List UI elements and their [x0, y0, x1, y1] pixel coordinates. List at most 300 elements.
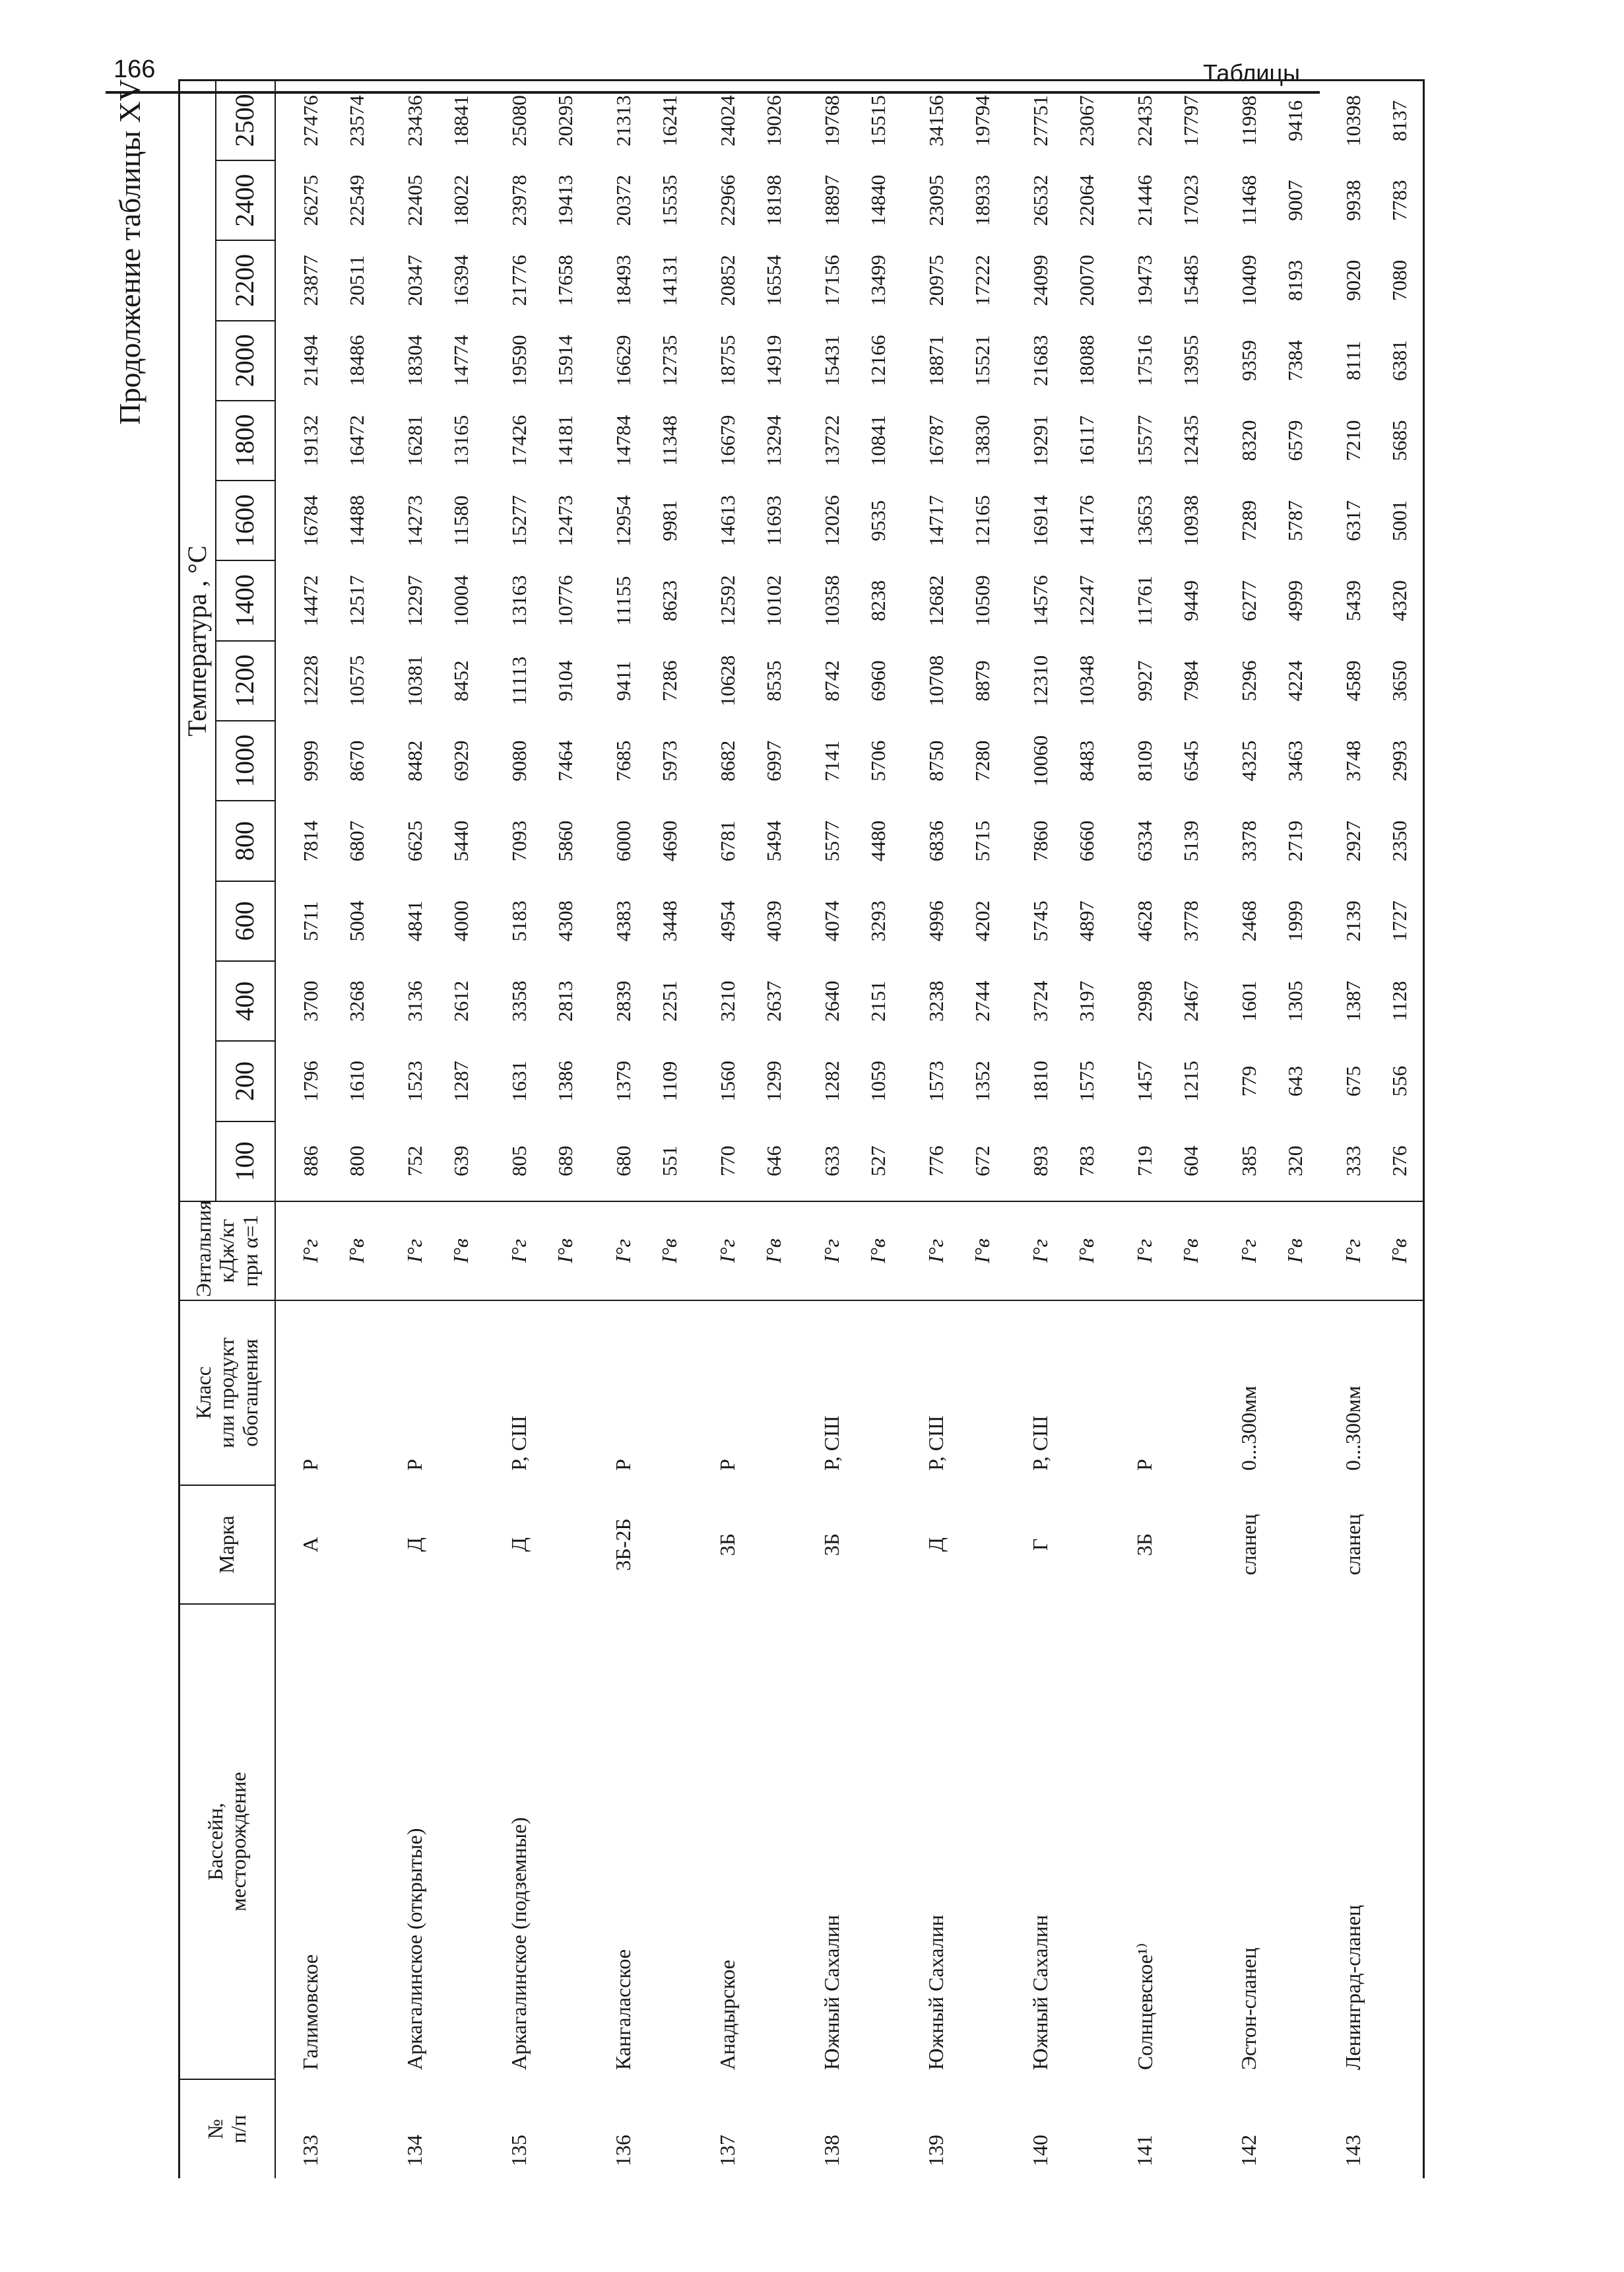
enthalpy-value: 1999 — [1283, 900, 1307, 942]
enthalpy-value: 3748 — [1341, 740, 1365, 782]
enthalpy-value: 689 — [553, 1145, 577, 1177]
enthalpy-value: 5296 — [1237, 660, 1260, 702]
coal-grade-empty — [438, 1485, 484, 1604]
enthalpy-value: 15914 — [553, 335, 577, 386]
enthalpy-gas-label: I°г — [380, 1201, 438, 1300]
enthalpy-value: 776 — [924, 1145, 948, 1177]
coal-grade: Д — [924, 1537, 948, 1552]
enthalpy-value: 20295 — [542, 81, 589, 160]
temperature-header-100: 100 — [216, 1121, 275, 1201]
enthalpy-value: 5745 — [1028, 900, 1052, 942]
enthalpy-value: 893 — [1028, 1145, 1052, 1177]
col-header-basin-line1: Бассейн, — [203, 1803, 227, 1881]
enthalpy-value: 6929 — [449, 740, 472, 782]
enthalpy-value: 12517 — [344, 575, 368, 626]
enthalpy-value: 11761 — [1132, 575, 1156, 626]
enthalpy-value: 1810 — [1028, 1061, 1052, 1102]
table-row — [751, 81, 797, 2179]
enthalpy-value: 5001 — [1377, 481, 1424, 560]
enthalpy-value: 5973 — [657, 740, 681, 782]
enthalpy-value: 4690 — [657, 820, 681, 862]
enthalpy-value: 6277 — [1237, 580, 1260, 622]
enthalpy-value: 23067 — [1064, 81, 1110, 160]
table-caption: Продолжение таблицы XV — [113, 79, 146, 425]
enthalpy-air-label: I°в — [438, 1201, 484, 1300]
enthalpy-value: 9416 — [1272, 81, 1318, 160]
enthalpy-value: 15485 — [1179, 255, 1202, 306]
enthalpy-value: 7093 — [507, 820, 531, 862]
coal-grade: 3Б — [1132, 1533, 1157, 1556]
enthalpy-value: 3778 — [1179, 900, 1202, 942]
coal-grade: Д — [507, 1537, 531, 1552]
enthalpy-value: 8682 — [715, 740, 739, 782]
enthalpy-value: 2813 — [553, 980, 577, 1022]
enthalpy-value: 34156 — [901, 81, 959, 160]
basin-name-empty — [542, 1604, 589, 2079]
enthalpy-value: 5139 — [1179, 820, 1202, 862]
col-header-temperature: Температура , °С — [179, 81, 216, 1202]
basin-name-empty — [438, 1604, 484, 2079]
enthalpy-value: 4383 — [611, 900, 635, 942]
enthalpy-value: 9020 — [1341, 259, 1365, 301]
enthalpy-value: 15577 — [1132, 415, 1156, 467]
enthalpy-value: 15535 — [657, 174, 681, 226]
enthalpy-value: 26532 — [1028, 174, 1052, 226]
enthalpy-value: 5440 — [449, 820, 472, 862]
enthalpy-value: 22966 — [715, 174, 739, 226]
coal-class: Р — [715, 1459, 740, 1471]
temperature-header-1400: 1400 — [216, 561, 275, 641]
enthalpy-value: 7685 — [611, 740, 635, 782]
enthalpy-air-label: I°в — [334, 1201, 380, 1300]
enthalpy-value: 3463 — [1283, 740, 1307, 782]
coal-grade-empty — [1064, 1485, 1110, 1604]
coal-class-empty — [1168, 1300, 1214, 1485]
row-number: 143 — [1341, 2135, 1365, 2166]
enthalpy-value: 13163 — [507, 575, 531, 626]
coal-grade: сланец — [1237, 1514, 1261, 1576]
row-number: 136 — [611, 2135, 635, 2166]
enthalpy-value: 7210 — [1341, 420, 1365, 461]
col-header-num-line1: № — [203, 2119, 227, 2139]
enthalpy-air-label: I°в — [647, 1201, 693, 1300]
enthalpy-value: 9007 — [1283, 180, 1307, 221]
enthalpy-gas-label: I°г — [901, 1201, 959, 1300]
coal-grade-empty — [334, 1485, 380, 1604]
enthalpy-value: 1457 — [1132, 1061, 1156, 1102]
enthalpy-value: 8742 — [820, 660, 843, 702]
enthalpy-value: 12592 — [715, 575, 739, 626]
enthalpy-value: 6579 — [1283, 420, 1307, 461]
enthalpy-value: 7286 — [657, 660, 681, 702]
temperature-header-400: 400 — [216, 961, 275, 1041]
enthalpy-value: 7860 — [1028, 820, 1052, 862]
enthalpy-value: 4320 — [1377, 561, 1424, 641]
enthalpy-value: 1573 — [924, 1061, 948, 1102]
enthalpy-value: 12165 — [970, 495, 994, 547]
temperature-header-2200: 2200 — [216, 240, 275, 320]
enthalpy-value: 800 — [344, 1145, 368, 1177]
enthalpy-value: 14576 — [1028, 575, 1052, 626]
row-number-empty — [751, 2079, 797, 2178]
enthalpy-value: 17516 — [1132, 335, 1156, 386]
enthalpy-value: 13294 — [762, 415, 785, 467]
enthalpy-value: 4480 — [866, 820, 890, 862]
table-row — [484, 81, 542, 2179]
coal-class: 0...300мм — [1237, 1386, 1261, 1471]
enthalpy-value: 9104 — [553, 660, 577, 702]
table-row — [589, 81, 647, 2179]
enthalpy-value: 779 — [1237, 1065, 1260, 1097]
enthalpy-value: 6381 — [1377, 321, 1424, 401]
enthalpy-gas-label: I°г — [1110, 1201, 1168, 1300]
enthalpy-value: 15431 — [820, 335, 843, 386]
enthalpy-value: 10381 — [403, 655, 426, 707]
enthalpy-value: 675 — [1341, 1065, 1365, 1097]
table-row — [275, 81, 334, 2179]
enthalpy-value: 9927 — [1132, 660, 1156, 702]
enthalpy-value: 12228 — [298, 655, 322, 707]
coal-class-empty — [1272, 1300, 1318, 1485]
enthalpy-value: 4999 — [1283, 580, 1307, 622]
enthalpy-value: 527 — [866, 1145, 890, 1177]
enthalpy-value: 12954 — [611, 495, 635, 547]
enthalpy-value: 18022 — [449, 174, 472, 226]
enthalpy-value: 6836 — [924, 820, 948, 862]
enthalpy-value: 12026 — [820, 495, 843, 547]
enthalpy-value: 680 — [611, 1145, 635, 1177]
enthalpy-value: 13830 — [970, 415, 994, 467]
enthalpy-value: 19132 — [298, 415, 322, 467]
table-row — [1272, 81, 1318, 2179]
enthalpy-value: 672 — [970, 1145, 994, 1177]
enthalpy-value: 2251 — [657, 980, 681, 1022]
temperature-header-2500: 2500 — [216, 81, 275, 160]
enthalpy-value: 6997 — [762, 740, 785, 782]
enthalpy-value: 10628 — [715, 655, 739, 707]
enthalpy-gas-label: I°г — [1214, 1201, 1272, 1300]
enthalpy-value: 14131 — [657, 255, 681, 306]
enthalpy-value: 8320 — [1237, 420, 1260, 461]
enthalpy-value: 17222 — [970, 255, 994, 306]
coal-grade-empty — [647, 1485, 693, 1604]
enthalpy-value: 3197 — [1074, 980, 1098, 1022]
enthalpy-value: 8535 — [762, 660, 785, 702]
row-number-empty — [855, 2079, 901, 2178]
col-header-enthalpy-line1: Энтальпия — [191, 1200, 215, 1297]
basin-name-empty — [334, 1604, 380, 2079]
enthalpy-value: 16554 — [762, 255, 785, 306]
coal-class-empty — [1377, 1300, 1424, 1485]
enthalpy-value: 320 — [1283, 1145, 1307, 1177]
row-number: 138 — [820, 2135, 844, 2166]
enthalpy-value: 15521 — [970, 335, 994, 386]
enthalpy-value: 8482 — [403, 740, 426, 782]
temperature-header-2000: 2000 — [216, 321, 275, 401]
enthalpy-value: 17797 — [1168, 81, 1214, 160]
enthalpy-value: 23877 — [298, 255, 322, 306]
enthalpy-value: 17426 — [507, 415, 531, 467]
row-number-empty — [1168, 2079, 1214, 2178]
enthalpy-value: 2719 — [1283, 820, 1307, 862]
temperature-header-2400: 2400 — [216, 160, 275, 240]
enthalpy-value: 11468 — [1237, 175, 1260, 226]
table-body — [275, 81, 1424, 2179]
row-number-empty — [542, 2079, 589, 2178]
enthalpy-value: 556 — [1377, 1041, 1424, 1121]
enthalpy-air-label: I°в — [1377, 1201, 1424, 1300]
enthalpy-value: 783 — [1074, 1145, 1098, 1177]
enthalpy-value: 8879 — [970, 660, 994, 702]
enthalpy-value: 12297 — [403, 575, 426, 626]
enthalpy-value: 14717 — [924, 495, 948, 547]
enthalpy-value: 1523 — [403, 1061, 426, 1102]
coal-grade-empty — [1168, 1485, 1214, 1604]
table-row — [693, 81, 751, 2179]
enthalpy-value: 10776 — [553, 575, 577, 626]
enthalpy-value: 26275 — [298, 174, 322, 226]
coal-class-empty — [647, 1300, 693, 1485]
enthalpy-value: 1601 — [1237, 980, 1260, 1022]
enthalpy-value: 21446 — [1132, 174, 1156, 226]
enthalpy-value: 5706 — [866, 740, 890, 782]
enthalpy-value: 2640 — [820, 980, 843, 1022]
enthalpy-value: 17658 — [553, 255, 577, 306]
enthalpy-value: 19794 — [959, 81, 1006, 160]
enthalpy-value: 9535 — [866, 500, 890, 541]
row-number: 139 — [924, 2135, 948, 2166]
enthalpy-value: 5494 — [762, 820, 785, 862]
col-header-basin — [179, 1604, 275, 2079]
enthalpy-value: 6317 — [1341, 500, 1365, 541]
enthalpy-value: 14613 — [715, 495, 739, 547]
basin-name: Эстон-сланец — [1237, 1947, 1261, 2070]
basin-name: Анадырское — [715, 1960, 740, 2070]
enthalpy-value: 9449 — [1179, 580, 1202, 622]
coal-class: Р — [611, 1459, 635, 1471]
enthalpy-value: 8109 — [1132, 740, 1156, 782]
page-number: 166 — [114, 55, 156, 83]
coal-grade-empty — [1272, 1485, 1318, 1604]
enthalpy-value: 8623 — [657, 580, 681, 622]
enthalpy-value: 20372 — [611, 174, 635, 226]
enthalpy-value: 10938 — [1179, 495, 1202, 547]
col-header-num — [179, 2079, 275, 2178]
table-row — [1006, 81, 1064, 2179]
enthalpy-value: 10708 — [924, 655, 948, 707]
basin-name: Галимовское — [298, 1954, 323, 2070]
enthalpy-value: 639 — [449, 1145, 472, 1177]
enthalpy-value: 10060 — [1028, 735, 1052, 787]
enthalpy-value: 18933 — [970, 174, 994, 226]
enthalpy-value: 22064 — [1074, 174, 1098, 226]
table-row — [1214, 81, 1272, 2179]
enthalpy-value: 21313 — [589, 81, 647, 160]
col-header-basin-line2: месторождение — [226, 1772, 251, 1912]
coal-grade: Д — [403, 1537, 427, 1552]
enthalpy-value: 719 — [1132, 1145, 1156, 1177]
enthalpy-value: 4628 — [1132, 900, 1156, 942]
enthalpy-value: 7280 — [970, 740, 994, 782]
coal-class: Р — [1132, 1459, 1157, 1471]
enthalpy-value: 9999 — [298, 740, 322, 782]
enthalpy-value: 5860 — [553, 820, 577, 862]
temperature-header-1000: 1000 — [216, 721, 275, 801]
enthalpy-value: 12735 — [657, 335, 681, 386]
enthalpy-value: 18304 — [403, 335, 426, 386]
basin-name: Солнцевское¹⁾ — [1132, 1943, 1157, 2070]
enthalpy-value: 20347 — [403, 255, 426, 306]
enthalpy-value: 6960 — [866, 660, 890, 702]
enthalpy-value: 16117 — [1074, 415, 1098, 466]
enthalpy-value: 16914 — [1028, 495, 1052, 547]
enthalpy-value: 6781 — [715, 820, 739, 862]
basin-name: Аркагалинское (подземные) — [507, 1817, 531, 2070]
temperature-header-800: 800 — [216, 801, 275, 881]
basin-name: Аркагалинское (открытые) — [403, 1828, 427, 2070]
enthalpy-value: 4589 — [1341, 660, 1365, 702]
row-number: 135 — [507, 2135, 531, 2166]
enthalpy-table — [178, 79, 1425, 2178]
enthalpy-value: 3650 — [1377, 641, 1424, 721]
enthalpy-value: 752 — [403, 1145, 426, 1177]
enthalpy-value: 13499 — [866, 255, 890, 306]
table-row — [647, 81, 693, 2179]
enthalpy-value: 12435 — [1179, 415, 1202, 467]
enthalpy-value: 14472 — [298, 575, 322, 626]
table-row — [959, 81, 1006, 2179]
enthalpy-value: 4897 — [1074, 900, 1098, 942]
enthalpy-value: 3136 — [403, 980, 426, 1022]
enthalpy-value: 22435 — [1110, 81, 1168, 160]
coal-class-empty — [542, 1300, 589, 1485]
basin-name-empty — [751, 1604, 797, 2079]
enthalpy-value: 18198 — [762, 174, 785, 226]
coal-grade: 3Б — [715, 1533, 740, 1556]
enthalpy-value: 23574 — [334, 81, 380, 160]
enthalpy-value: 23436 — [380, 81, 438, 160]
row-number: 137 — [715, 2135, 740, 2166]
coal-grade-empty — [542, 1485, 589, 1604]
enthalpy-value: 4039 — [762, 900, 785, 942]
col-header-grade: Марка — [179, 1485, 275, 1604]
enthalpy-value: 10102 — [762, 575, 785, 626]
row-number-empty — [334, 2079, 380, 2178]
enthalpy-value: 17023 — [1179, 174, 1202, 226]
enthalpy-value: 7984 — [1179, 660, 1202, 702]
temperature-header-1600: 1600 — [216, 481, 275, 560]
enthalpy-value: 7080 — [1377, 240, 1424, 320]
enthalpy-value: 9080 — [507, 740, 531, 782]
enthalpy-value: 21494 — [298, 335, 322, 386]
enthalpy-value: 2612 — [449, 980, 472, 1022]
enthalpy-value: 1575 — [1074, 1061, 1098, 1102]
enthalpy-value: 1215 — [1179, 1061, 1202, 1102]
enthalpy-value: 1796 — [298, 1061, 322, 1102]
enthalpy-value: 16281 — [403, 415, 426, 467]
enthalpy-value: 14273 — [403, 495, 426, 547]
enthalpy-value: 9981 — [657, 500, 681, 541]
enthalpy-value: 2468 — [1237, 900, 1260, 942]
enthalpy-value: 6807 — [344, 820, 368, 862]
enthalpy-value: 20511 — [344, 255, 368, 306]
basin-name-empty — [1168, 1604, 1214, 2079]
coal-grade-empty — [1377, 1485, 1424, 1604]
enthalpy-value: 2139 — [1341, 900, 1365, 942]
enthalpy-value: 14784 — [611, 415, 635, 467]
enthalpy-value: 16472 — [344, 415, 368, 467]
enthalpy-value: 5004 — [344, 900, 368, 942]
enthalpy-value: 16679 — [715, 415, 739, 467]
enthalpy-value: 8238 — [866, 580, 890, 622]
table-row — [1168, 81, 1214, 2179]
enthalpy-value: 385 — [1237, 1145, 1260, 1177]
table-row — [542, 81, 589, 2179]
enthalpy-value: 1386 — [553, 1061, 577, 1102]
coal-class: Р — [403, 1459, 427, 1471]
enthalpy-value: 27751 — [1006, 81, 1064, 160]
enthalpy-value: 5577 — [820, 820, 843, 862]
enthalpy-value: 886 — [298, 1145, 322, 1177]
enthalpy-gas-label: I°г — [589, 1201, 647, 1300]
enthalpy-value: 4074 — [820, 900, 843, 942]
enthalpy-gas-label: I°г — [275, 1201, 334, 1300]
enthalpy-value: 1305 — [1283, 980, 1307, 1022]
coal-grade: 3Б-2Б — [611, 1518, 635, 1571]
coal-class-empty — [334, 1300, 380, 1485]
enthalpy-value: 2151 — [866, 980, 890, 1022]
table-row — [438, 81, 484, 2179]
col-header-class-line1: Класс — [191, 1366, 215, 1419]
coal-grade: А — [298, 1537, 323, 1553]
enthalpy-value: 14488 — [344, 495, 368, 547]
enthalpy-value: 2350 — [1377, 801, 1424, 881]
basin-name-empty — [1064, 1604, 1110, 2079]
enthalpy-value: 1287 — [449, 1061, 472, 1102]
running-title: Таблицы — [1202, 59, 1300, 86]
table-row — [334, 81, 380, 2179]
enthalpy-value: 12682 — [924, 575, 948, 626]
table-row — [380, 81, 438, 2179]
enthalpy-value: 6545 — [1179, 740, 1202, 782]
enthalpy-value: 10575 — [344, 655, 368, 707]
enthalpy-value: 19291 — [1028, 415, 1052, 467]
enthalpy-gas-label: I°г — [797, 1201, 855, 1300]
table-row — [1377, 81, 1424, 2179]
enthalpy-value: 15277 — [507, 495, 531, 547]
enthalpy-air-label: I°в — [1064, 1201, 1110, 1300]
basin-name: Южный Сахалин — [820, 1915, 844, 2070]
enthalpy-value: 13955 — [1179, 335, 1202, 386]
enthalpy-value: 3210 — [715, 980, 739, 1022]
enthalpy-value: 8483 — [1074, 740, 1098, 782]
enthalpy-value: 7289 — [1237, 500, 1260, 541]
enthalpy-value: 13653 — [1132, 495, 1156, 547]
enthalpy-air-label: I°в — [1168, 1201, 1214, 1300]
enthalpy-value: 14840 — [866, 174, 890, 226]
enthalpy-value: 3378 — [1237, 820, 1260, 862]
enthalpy-value: 2927 — [1341, 820, 1365, 862]
coal-grade-empty — [959, 1485, 1006, 1604]
enthalpy-value: 2998 — [1132, 980, 1156, 1022]
col-header-enthalpy — [179, 1201, 275, 1300]
enthalpy-value: 10509 — [970, 575, 994, 626]
enthalpy-value: 2744 — [970, 980, 994, 1022]
enthalpy-value: 5711 — [298, 900, 322, 941]
enthalpy-value: 9938 — [1341, 180, 1365, 221]
enthalpy-value: 3268 — [344, 980, 368, 1022]
enthalpy-value: 24024 — [693, 81, 751, 160]
